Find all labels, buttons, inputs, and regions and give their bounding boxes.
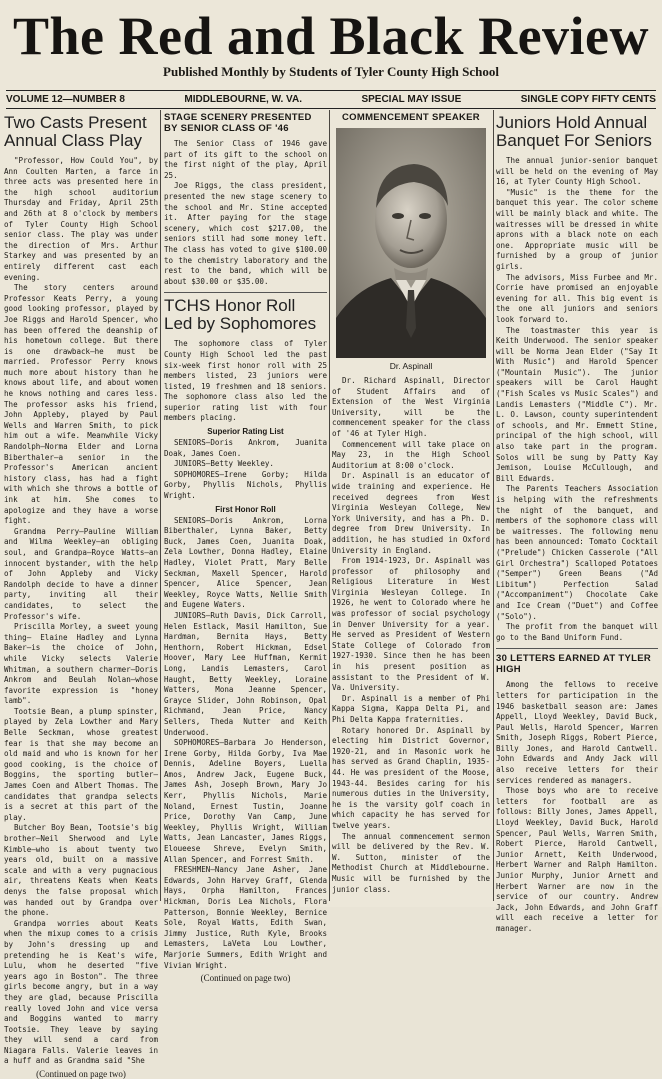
volume-number: VOLUME 12—NUMBER 8 <box>6 94 125 105</box>
letters-headline: 30 LETTERS EARNED AT TYLER HIGH <box>496 653 652 676</box>
speaker-caption: Dr. Aspinall <box>389 361 433 371</box>
article-paragraph: The annual junior-senior banquet will be held on the evening of May 16, at Tyler County High School. <box>496 156 658 187</box>
class-play-headline: Two Casts Present Annual Class Play <box>4 113 147 150</box>
honor-list: JUNIORS—Betty Weekley. <box>174 459 274 469</box>
article-paragraph: The Parents Teachers Association is helping with the refreshments the night of the banquet, and members of the sophomore class will be waitresses. The following menu has been announced: Tomato Cocktail ("Prelude") Chicken Casserole ("All Girl Orchestra") Scalloped Potatoes ("Semper") Green Beans ("Ad Libitum") Perfection Salad ("Accompaniment") Chocolate Cake and Ice Cream ("Duet") and Coffee ("Solo"). <box>496 484 658 621</box>
honor-list: SOPHOMORES—Irene Gorby; Hilda Gorby, Phyllis Nichols, Phyllis Wright. <box>164 469 327 501</box>
article-paragraph: Joe Riggs, the class president, presented the new stage scenery to the school and Mr. Stine accepted it. After paying for the stage scenery, which cost $217.00, the seniors still had some money left. The class has voted to give $100.00 to the chemistry laboratory and the rest to the band, which will be about $30.00 or $35.00. <box>164 181 327 286</box>
continued-note: (Continued on page two) <box>36 1069 126 1079</box>
honor-list: SENIORS—Doris Ankrom, Lorna Biberthaler, Lynna Baker, Betty Buck, James Coen, Juanita Doak, Zela Lowther, Donna Hadley, Elaine Hadley, Violet Pratt, Mary Belle Seckman, Maxell Spencer, Harold Spencer, Alice Spencer, Jean Weekley, Royce Watts, Nellie Smith and Eugene Waters. <box>164 515 327 610</box>
honor-list: SOPHOMORES—Barbara Jo Henderson, Irene Gorby, Hilda Gorby, Iva Mae Dennis, Adeline Boyers, Luella Amos, Andrew Jack, Eugene Buck, James Ash, Joseph Brown, Mary Jo Kerr, Phyllis Nichols, Marie Noland, Ernest Tustin, Joanne Price, Dorothy Van Camp, June Weekley, Phyllis Wright, William Watts, Jean Lancaster, James Riggs, Eloueese Shreve, Evelyn Smith, Allan Spencer, and Forrest Smith. <box>164 738 327 864</box>
newspaper-title: The Red and Black Review <box>12 6 650 66</box>
article-paragraph: Dr. Aspinall is an educator of wide training and experience. He received degrees from West Virginia Wesleyan College, New York University, and has a Ph. D. degree from Drew University. In addition, he has studied in Oxford University in England. <box>332 471 490 555</box>
article-paragraph: Grandpa worries about Keats when the mixup comes to a crisis by John's dressing up and pretending he is Keat's wife, Lulu, whom he deserted "five years ago in Boston". The three girls become angry, but in a way they are glad, because Priscilla really loved John and vice versa and Boggins wanted to marry Tootsie. They leave by saying they will send a card from Niagara Falls. Valerie leaves in a huff and as Grandma said "She <box>4 918 158 1066</box>
column-divider <box>329 110 330 901</box>
banquet-headline: Juniors Hold Annual Banquet For Seniors <box>496 113 652 150</box>
article-paragraph: The annual commencement sermon will be delivered by the Rev. W. W. Sutton, minister of the Methodist Church at Middlebourne. Music will be furnished by the junior class. <box>332 831 490 894</box>
article-paragraph: "Professor, How Could You", by Ann Coulten Marten, a farce in three acts was presented here in the high school auditorium Thursday and Friday, April 25th and 26th at 8 o'clock by members of Tyler County High School senior class. The play was under the direction of Mrs. Arthur Starkey and was presented by an entirely different cast each evening. <box>4 156 158 282</box>
superior-rating-heading: Superior Rating List <box>207 427 284 437</box>
divider <box>496 648 658 649</box>
article-paragraph: The advisors, Miss Furbee and Mr. Corrie have promised an enjoyable evening for all. This big event is the one all juniors and seniors look forward to. <box>496 272 658 324</box>
article-paragraph: Among the fellows to receive letters for participation in the 1946 basketball season are: James Appell, Lloyd Weekley, David Buck, Paul Wells, Harold Spencer, Warren Smith, Joseph Riggs, Robert Pierce, Billy Jones, and Harold Cantwell. John Edwards and Andy Jack will also receive letters for their services rendered as managers. <box>496 680 658 785</box>
article-paragraph: Grandma Perry—Pauline William and Wilma Weekley—an obliging soul, and Grandpa—Royce Watts—an innocent bystander, with the help of John Appleby and Vicky Randolph decide to have a dinner party, inviting all their candidates, to select the Professor's wife. <box>4 526 158 621</box>
newspaper-subtitle: Published Monthly by Students of Tyler County High School <box>163 64 499 79</box>
continued-note: (Continued on page two) <box>200 973 291 984</box>
article-paragraph: The sophomore class of Tyler County High School led the past six-week first honor roll with 25 members listed, 23 juniors were listed, 19 freshmen and 18 seniors. The sophomore class also led the superior rating list with four members placing. <box>164 339 327 423</box>
article-paragraph: The story centers around Professor Keats Perry, a young good looking professor, played by Joe Riggs and Harold Spencer, who has been offered the deanship of his hometown college. But there is one drawback—he must be married. Professor Perry knows much more about history than he knows about life, and about women he knows nothing and cares less. The professor asks his friend, John Appleby, played by Paul Wells and Warren Smith, to pick him out a wife. Meanwhile Vicky Randolph—Norma Elder and Lorna Biberthaler—a senior in the Professor's American ancient history class, has had a fight with which she throws a bottle of ink at him. She comes to apologize and they have a worse fight. <box>4 283 158 526</box>
article-paragraph: Butcher Boy Bean, Tootsie's big brother—Neil Sherwood and Lyle Kimble—who is about twenty two years old, built on a massive scale and with a very pugnacious air, threatens Keats when Keats denys the false proposal which was handed out by Grandpa over the phone. <box>4 823 158 918</box>
article-paragraph: Priscilla Morley, a sweet young thing— Elaine Hadley and Lynna Baker—is the choice of John, while Vicky selects Valerie Whitman, a southern charmer—Doris Ankrom and Beulah Nolan—whose favorite expression is "honey lamb". <box>4 622 158 706</box>
commencement-headline: COMMENCEMENT SPEAKER <box>342 112 480 123</box>
article-paragraph: The Senior Class of 1946 gave part of its gift to the school on the first night of the play, April 25. <box>164 139 327 180</box>
column-banquet-letters <box>496 112 658 933</box>
column-class-play <box>4 112 158 1079</box>
article-paragraph: "Music" is the theme for the banquet this year. The color scheme will be mainly black and white. The waitresses will be dressed in white aprons with a black note on each one. Appropriate music will be furnished by a group of junior girls. <box>496 187 658 271</box>
article-paragraph: Tootsie Bean, a plump spinster, played by Zela Lowther and Mary Belle Seckman, whose greatest fear is that she may become an old maid and who is known for her good cooking, is the choice of Boggins, the sporting butler—James Coen and Albert Thomas. The candidates that grandpa selects is a secret at this part of the play. <box>4 706 158 822</box>
column-divider <box>493 110 494 901</box>
column-divider <box>160 110 161 901</box>
column-scenery-honor-roll <box>164 112 327 984</box>
bottom-rule <box>6 108 656 109</box>
article-paragraph: Dr. Richard Aspinall, Director of Student Affairs and of Extension of the West Virginia University, will be the commencement speaker for the class of '46 at Tyler High. <box>332 376 490 438</box>
article-paragraph: Commencement will take place on May 23, in the High School Auditorium at 8:00 o'clock. <box>332 439 490 470</box>
stage-scenery-headline: STAGE SCENERY PRESENTED BY SENIOR CLASS OF '46 <box>164 112 312 134</box>
honor-list: FRESHMEN—Nancy Jane Asher, Jane Edwards, John Harvey Graff, Glenda Hays, Orpha Hamilton, Frances Hickman, Doris Lea Nichols, Flora Patterson, Bonnie Weekley, Bernice Sole, Royal Watts, Edith Swan, Jimmy Justice, Ruth Kyle, Brooks Lemasters, LaVeta Lou Lowther, Marjorie Summers, Edith Wright and Vivian Wright. <box>164 865 327 970</box>
speaker-portrait-photo <box>336 128 486 358</box>
article-paragraph: The profit from the banquet will go to the Band Uniform Fund. <box>496 622 658 642</box>
honor-list: SENIORS—Doris Ankrom, Juanita Doak, James Coen. <box>164 438 327 458</box>
column-commencement <box>332 112 490 902</box>
first-honor-roll-heading: First Honor Roll <box>215 504 276 514</box>
price: SINGLE COPY FIFTY CENTS <box>520 94 656 105</box>
article-paragraph: From 1914-1923, Dr. Aspinall was professor of philosophy and Religious Literature in West Virginia Wesleyan College. In 1926, he went to Colorado where he was professor of social psychology in Denver University for a year. He served as President of Western State College of Colorado from 1927-1930. Since then he has been in his present position as assistant to the President of W. Va. University. <box>332 556 490 693</box>
honor-roll-headline: TCHS Honor Roll Led by Sophomores <box>164 296 317 334</box>
article-paragraph: The toastmaster this year is Keith Underwood. The senior speaker will be Norma Jean Elder ("Say It With Music") and Harold Spencer ("Mountain Music"). The junior speakers will be Carol Haught ("Fish Scales vs Music Scales") and Landis Lemasters ("Middle C"). Mr. L. O. Lawson, county superintendent of schools, and Mr. Emmett Stine, principal of the high school, will also take part in the program. Solos will be sung by Patty Kay Jemison, Louise McCullough, and Bill Edwards. <box>496 325 658 483</box>
masthead <box>0 6 662 80</box>
issue-label: SPECIAL MAY ISSUE <box>361 94 462 105</box>
divider <box>164 292 327 293</box>
top-rule <box>6 90 656 91</box>
article-paragraph: Those boys who are to receive letters for football are as follows: Billy Jones, James Appell, Lloyd Weekley, David Buck, Harold Spencer, Paul Wells, Warren Smith, Robert Pierce, Harold Cantwell, Junior Arnett, Keith Underwood, Herbert Warner and Ralph Hamilton. Junior Murphy, Junior Arnett and Herbert Warner are now in the service of our country. Andrew Jack, John Edwards, and John Graff will each receive a letter for manager. <box>496 786 658 933</box>
article-paragraph: Rotary honored Dr. Aspinall by electing him District Governor, 1920-21, and in Masonic work he has served as Grand Chaplin, 1935-44. He was president of the Moose, 1943-44. Besides caring for his numerous duties in the University, he is the varsity golf coach in which capacity he has served for twelve years. <box>332 725 490 830</box>
issue-info-bar <box>6 94 656 105</box>
article-paragraph: Dr. Aspinall is a member of Phi Kappa Sigma, Kappa Delta Pi, and Phi Delta Kappa fraternities. <box>332 693 490 724</box>
location: MIDDLEBOURNE, W. VA. <box>184 94 302 105</box>
honor-list: JUNIORS—Ruth Davis, Dick Carroll, Helen Estlack, Masil Hamilton, Sue Hardman, Bernita Hays, Betty Henthorn, Robert Hickman, Edsel Hoover, Mary Lee Huffman, Kermit Long, Landis Lemasters, Carol Haught, Betty Weekley, Loraine Watters, Mona Jeanne Spencer, Grayce Slider, John Robinson, Opal Richmand, Jean Price, Nancy Sellers, Theda Nutter and Keith Underwood. <box>164 610 327 737</box>
